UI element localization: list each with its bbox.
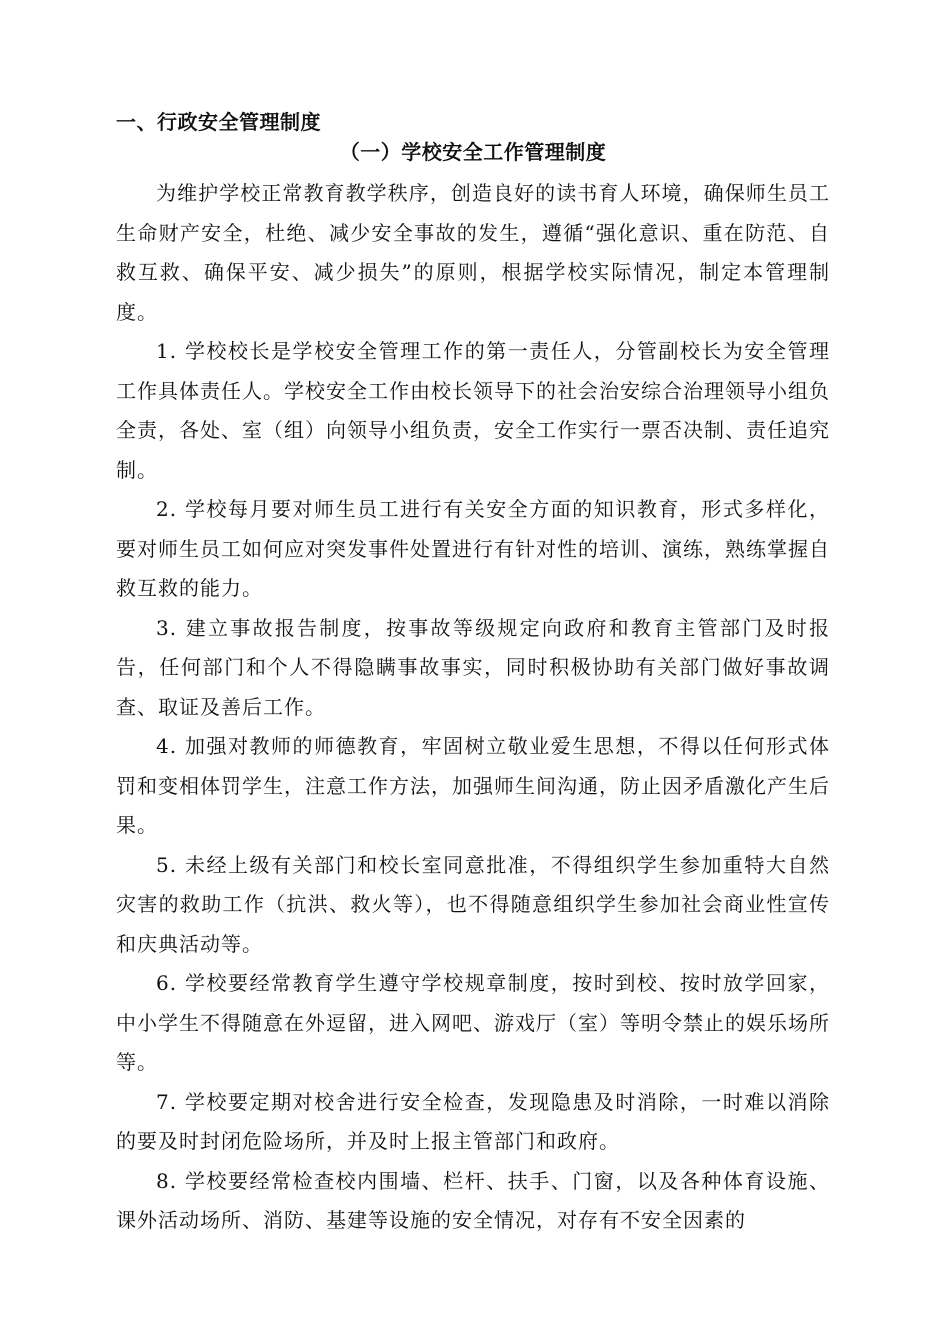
paragraph-item-5: 5. 未经上级有关部门和校长室同意批准，不得组织学生参加重特大自然灾害的救助工作（抗洪、救火等），也不得随意组织学生参加社会商业性宣传和庆典活动等。: [116, 852, 830, 956]
document-body: [116, 108, 830, 1241]
paragraph-item-8: 8. 学校要经常检查校内围墙、栏杆、扶手、门窗，以及各种体育设施、课外活动场所、消防、基建等设施的安全情况，对存有不安全因素的: [116, 1168, 830, 1232]
paragraph-item-7: 7. 学校要定期对校舍进行安全检查，发现隐患及时消除，一时难以消除的要及时封闭危险场所，并及时上报主管部门和政府。: [116, 1089, 830, 1153]
paragraph-item-3: 3. 建立事故报告制度，按事故等级规定向政府和教育主管部门及时报告，任何部门和个人不得隐瞒事故事实，同时积极协助有关部门做好事故调查、取证及善后工作。: [116, 615, 830, 719]
subsection-title: （一）学校安全工作管理制度: [339, 140, 607, 164]
paragraph-intro: 为维护学校正常教育教学秩序，创造良好的读书育人环境，确保师生员工生命财产安全，杜绝、减少安全事故的发生，遵循“强化意识、重在防范、自救互救、确保平安、减少损失”的原则，根据学校实际情况，制定本管理制度。: [116, 181, 830, 324]
paragraph-item-6: 6. 学校要经常教育学生遵守学校规章制度，按时到校、按时放学回家，中小学生不得随意在外逗留，进入网吧、游戏厅（室）等明令禁止的娱乐场所等。: [116, 971, 830, 1074]
paragraph-item-4: 4. 加强对教师的师德教育，牢固树立敬业爱生思想，不得以任何形式体罚和变相体罚学生，注意工作方法，加强师生间沟通，防止因矛盾激化产生后果。: [116, 734, 830, 837]
section-title: 一、行政安全管理制度: [116, 110, 321, 134]
paragraph-item-2: 2. 学校每月要对师生员工进行有关安全方面的知识教育，形式多样化，要对师生员工如何应对突发事件处置进行有针对性的培训、演练，熟练掌握自救互救的能力。: [116, 497, 830, 600]
paragraph-item-1: 1. 学校校长是学校安全管理工作的第一责任人，分管副校长为安全管理工作具体责任人。学校安全工作由校长领导下的社会治安综合治理领导小组负全责，各处、室（组）向领导小组负责，安全工作实行一票否决制、责任追究制。: [116, 339, 830, 482]
